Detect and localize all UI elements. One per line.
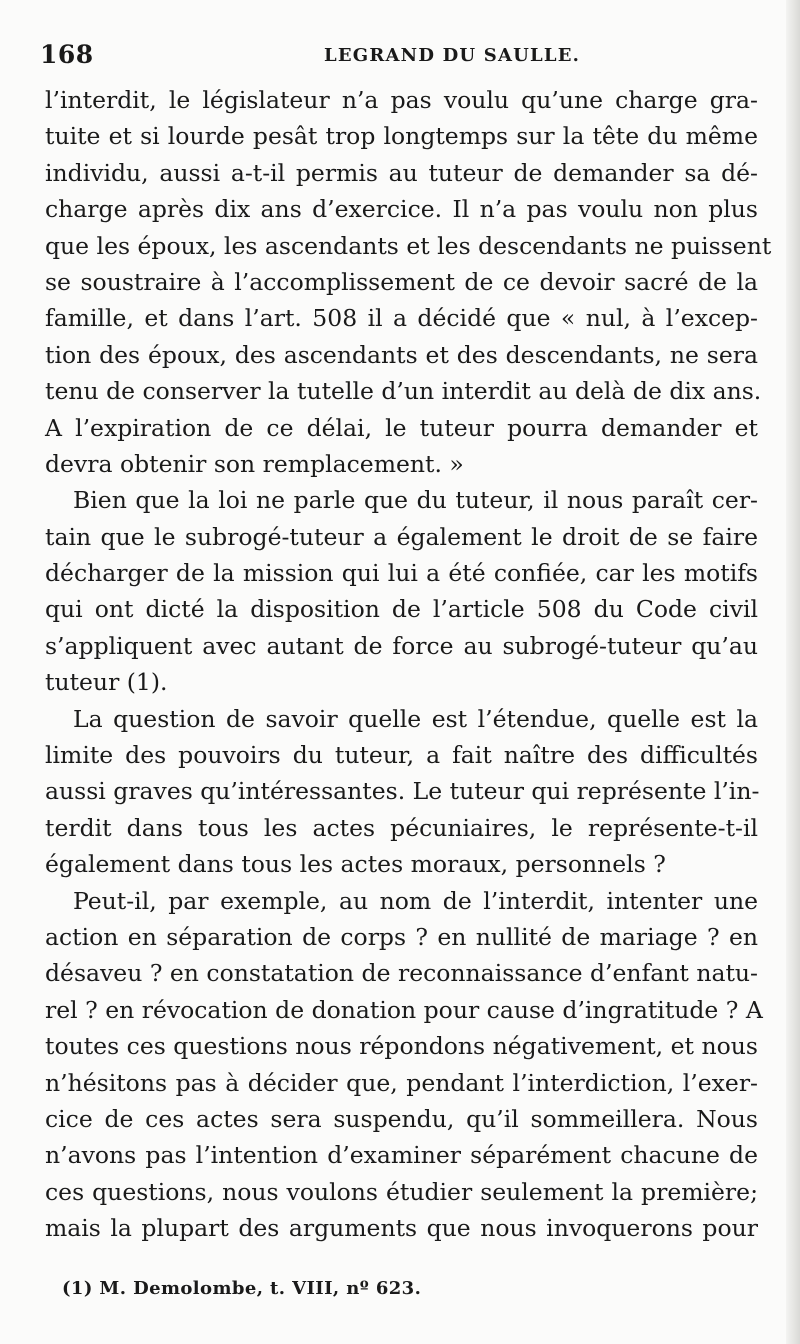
running-head: LEGRAND DU SAULLE.	[324, 45, 581, 66]
text-line: charge après dix ans d’exercice. Il n’a pas voulu non plus	[45, 195, 758, 224]
text-line: famille, et dans l’art. 508 il a décidé que « nul, à l’excep-	[45, 304, 758, 333]
text-line: n’hésitons pas à décider que, pendant l’interdiction, l’exer-	[45, 1068, 758, 1097]
text-line: que les époux, les ascendants et les descendants ne puissent	[45, 231, 772, 260]
paragraph-start-line: La question de savoir quelle est l’étendue, quelle est la	[73, 704, 758, 733]
text-line: se soustraire à l’accomplissement de ce devoir sacré de la	[45, 267, 758, 296]
text-line: qui ont dicté la disposition de l’article 508 du Code civil	[45, 595, 758, 624]
text-line: cice de ces actes sera suspendu, qu’il sommeillera. Nous	[45, 1104, 758, 1133]
text-line: limite des pouvoirs du tuteur, a fait naître des difficultés	[45, 741, 758, 770]
footnote: (1) M. Demolombe, t. VIII, nº 623.	[62, 1278, 422, 1299]
text-line: décharger de la mission qui lui a été confiée, car les motifs	[45, 559, 758, 588]
text-line: terdit dans tous les actes pécuniaires, le représente-t-il	[45, 813, 758, 842]
page-header	[40, 40, 760, 72]
text-line: également dans tous les actes moraux, personnels ?	[45, 850, 666, 879]
text-line: ces questions, nous voulons étudier seulement la première;	[45, 1177, 758, 1206]
text-line: désaveu ? en constatation de reconnaissance d’enfant natu-	[45, 959, 758, 988]
text-line: toutes ces questions nous répondons négativement, et nous	[45, 1032, 758, 1061]
text-line: s’appliquent avec autant de force au subrogé-tuteur qu’au	[45, 631, 758, 660]
text-line: tuite et si lourde pesât trop longtemps sur la tête du même	[45, 122, 758, 151]
text-line: tenu de conserver la tutelle d’un interdit au delà de dix ans.	[45, 377, 762, 406]
text-line: aussi graves qu’intéressantes. Le tuteur qui représente l’in-	[45, 777, 760, 806]
text-line: tain que le subrogé-tuteur a également le droit de se faire	[45, 522, 758, 551]
paragraph-start-line: Bien que la loi ne parle que du tuteur, il nous paraît cer-	[73, 486, 758, 515]
text-line: action en séparation de corps ? en nullité de mariage ? en	[45, 922, 758, 951]
text-line: mais la plupart des arguments que nous invoquerons pour	[45, 1214, 758, 1243]
text-line: tuteur (1).	[45, 668, 168, 697]
text-line: tion des époux, des ascendants et des descendants, ne sera	[45, 340, 758, 369]
body-text	[45, 82, 772, 1247]
text-line: individu, aussi a-t-il permis au tuteur de demander sa dé-	[45, 158, 758, 187]
text-line: devra obtenir son remplacement. »	[45, 449, 464, 478]
paragraph-start-line: Peut-il, par exemple, au nom de l’interdit, intenter une	[73, 886, 758, 915]
page-number: 168	[40, 40, 94, 69]
page-edge-shadow	[786, 0, 800, 1344]
text-line: rel ? en révocation de donation pour cause d’ingratitude ? A	[45, 995, 763, 1024]
text-line: l’interdit, le législateur n’a pas voulu qu’une charge gra-	[45, 86, 758, 114]
text-line: A l’expiration de ce délai, le tuteur pourra demander et	[45, 413, 758, 442]
text-line: n’avons pas l’intention d’examiner séparément chacune de	[45, 1141, 758, 1170]
